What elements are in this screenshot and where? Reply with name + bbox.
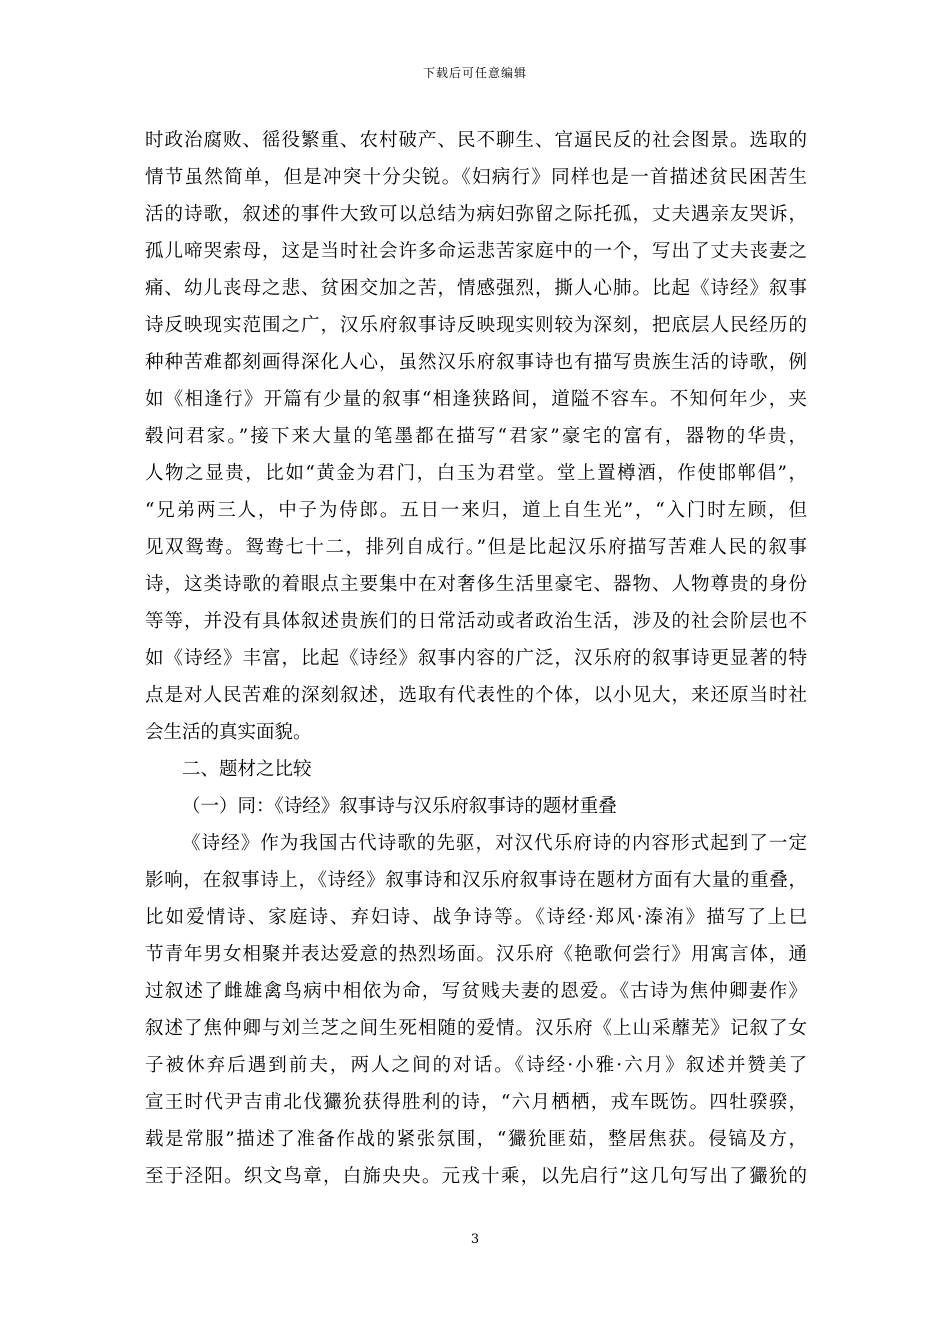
text-line: 孤儿啼哭索母，这是当时社会许多命运悲苦家庭中的一个，写出了丈夫丧妻之 [145,241,807,262]
text-line: 比如爱情诗、家庭诗、弃妇诗、战争诗等。《诗经·郑风·溱洧》描写了上巳 [145,907,807,928]
page-header: 下载后可任意编辑 [422,66,527,80]
text-line: 过叙述了雌雄禽鸟病中相依为命，写贫贱夫妻的恩爱。《古诗为焦仲卿妻作》 [145,981,807,1002]
text-line: “兄弟两三人，中子为侍郎。五日一来归，道上自生光”，“入门时左顾，但 [145,500,807,521]
text-line: 影响，在叙事诗上，《诗经》叙事诗和汉乐府叙事诗在题材方面有大量的重叠， [145,870,807,891]
text-line: 见双鸳鸯。鸳鸯七十二，排列自成行。”但是比起汉乐府描写苦难人民的叙事 [145,537,807,558]
text-line: 毂问君家。”接下来大量的笔墨都在描写“君家”豪宅的富有，器物的华贵， [145,426,807,447]
text-line: 宣王时代尹吉甫北伐玁狁获得胜利的诗，“六月栖栖，戎车既饬。四牡骙骙， [145,1092,807,1113]
text-line: 时政治腐败、徭役繁重、农村破产、民不聊生、官逼民反的社会图景。选取的 [145,130,807,151]
text-line: 种种苦难都刻画得深化人心，虽然汉乐府叙事诗也有描写贵族生活的诗歌，例 [145,352,807,373]
paragraph-last-line: 会生活的真实面貌。 [145,722,312,743]
text-line: 子被休弃后遇到前夫，两人之间的对话。《诗经·小雅·六月》叙述并赞美了 [145,1055,807,1076]
subsection-heading: （一）同：《诗经》叙事诗与汉乐府叙事诗的题材重叠 [182,796,617,817]
text-line: 至于泾阳。织文鸟章，白旆央央。元戎十乘，以先启行”这几句写出了玁狁的 [145,1166,807,1187]
text-line: 如《诗经》丰富，比起《诗经》叙事内容的广泛，汉乐府的叙事诗更显著的特 [145,648,807,669]
page-number: 3 [470,1232,480,1247]
text-line: 点是对人民苦难的深刻叙述，选取有代表性的个体，以小见大，来还原当时社 [145,685,807,706]
text-line: 情节虽然简单，但是冲突十分尖锐。《妇病行》同样也是一首描述贫民困苦生 [145,167,807,188]
section-heading: 二、题材之比较 [182,759,312,780]
text-line: 诗反映现实范围之广，汉乐府叙事诗反映现实则较为深刻，把底层人民经历的 [145,315,807,336]
text-line: 人物之显贵，比如“黄金为君门，白玉为君堂。堂上置樽酒，作使邯郸倡”， [145,463,807,484]
text-line: 痛、幼儿丧母之悲、贫困交加之苦，情感强烈，撕人心肺。比起《诗经》叙事 [145,278,807,299]
text-line: 如《相逢行》开篇有少量的叙事“相逢狭路间，道隘不容车。不知何年少，夹 [145,389,807,410]
document-body [145,122,807,1195]
text-line: 等等，并没有具体叙述贵族们的日常活动或者政治生活，涉及的社会阶层也不 [145,611,807,632]
text-line: 叙述了焦仲卿与刘兰芝之间生死相随的爱情。汉乐府《上山采蘼芜》记叙了女 [145,1018,807,1039]
paragraph-first-line: 《诗经》作为我国古代诗歌的先驱，对汉代乐府诗的内容形式起到了一定 [182,833,807,854]
text-line: 活的诗歌，叙述的事件大致可以总结为病妇弥留之际托孤，丈夫遇亲友哭诉， [145,204,807,225]
text-line: 诗，这类诗歌的着眼点主要集中在对奢侈生活里豪宅、器物、人物尊贵的身份 [145,574,807,595]
text-line: 载是常服”描述了准备作战的紧张氛围，“玁狁匪茹，整居焦获。侵镐及方， [145,1129,807,1150]
text-line: 节青年男女相聚并表达爱意的热烈场面。汉乐府《艳歌何尝行》用寓言体，通 [145,944,807,965]
